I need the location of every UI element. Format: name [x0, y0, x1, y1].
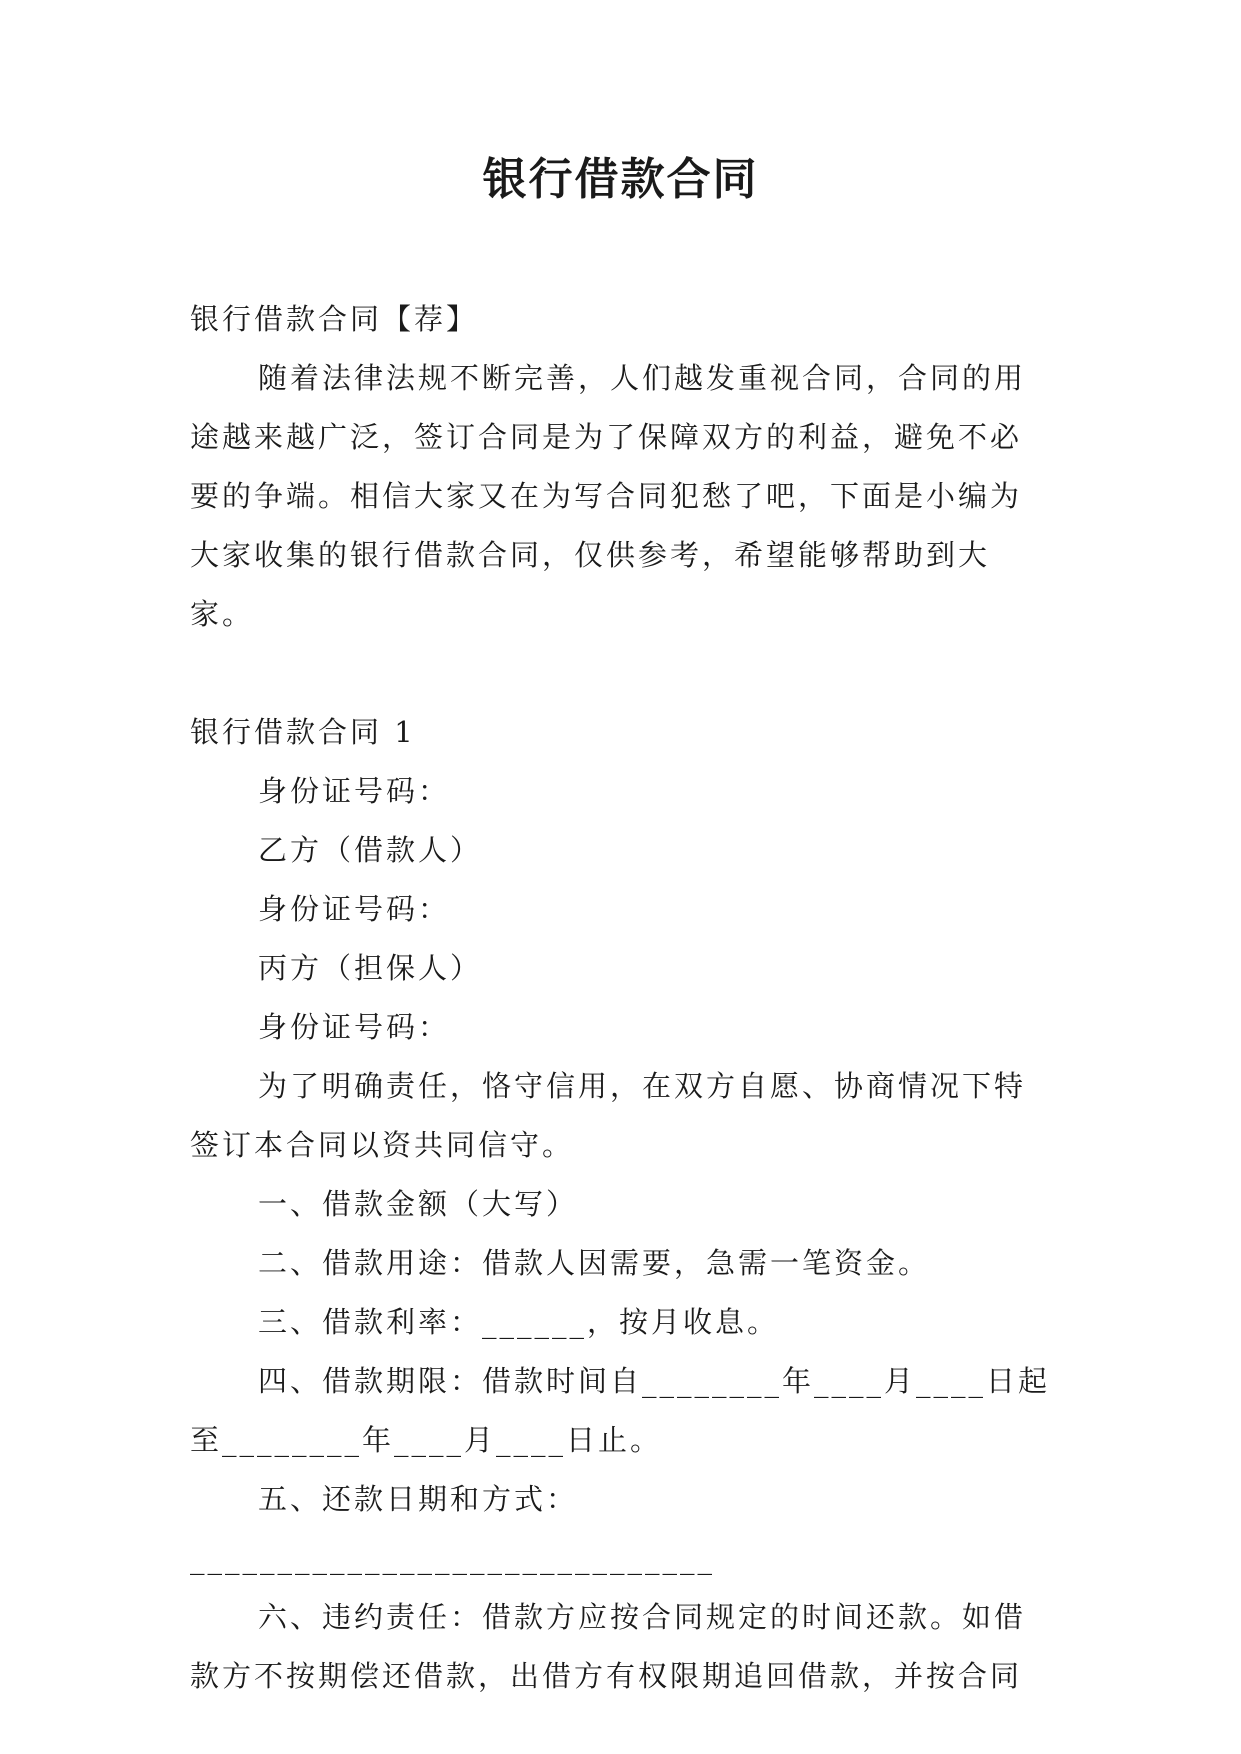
id-number-line-1: 身份证号码：	[258, 774, 451, 808]
clause-5: 五、还款日期和方式：______________________________	[190, 1482, 715, 1575]
clause-4: 四、借款期限：借款时间自________年____月____日起至________年____月____日止。	[190, 1364, 1051, 1457]
id-number-line-2: 身份证号码：	[258, 892, 451, 926]
id-number-line-3: 身份证号码：	[258, 1010, 451, 1044]
purpose-paragraph: 为了明确责任，恪守信用，在双方自愿、协商情况下特签订本合同以资共同信守。	[190, 1069, 1027, 1162]
clause-3: 三、借款利率：______，按月收息。	[258, 1305, 780, 1339]
clause-2: 二、借款用途：借款人因需要，急需一笔资金。	[258, 1246, 931, 1280]
party-b-line: 乙方（借款人）	[258, 833, 483, 867]
paragraph-gap	[190, 644, 1050, 703]
party-c-line: 丙方（担保人）	[258, 951, 483, 985]
document-body	[190, 290, 1050, 1706]
intro-paragraph: 随着法律法规不断完善，人们越发重视合同，合同的用途越来越广泛，签订合同是为了保障双方的利益，避免不必要的争端。相信大家又在为写合同犯愁了吧，下面是小编为大家收集的银行借款合同，仅供参考，希望能够帮助到大家。	[190, 361, 1027, 631]
document-title: 银行借款合同	[482, 154, 759, 205]
clause-6: 六、违约责任：借款方应按合同规定的时间还款。如借款方不按期偿还借款，出借方有权限期追回借款，并按合同	[190, 1600, 1027, 1693]
document-subtitle: 银行借款合同【荐】	[190, 302, 479, 336]
section-heading: 银行借款合同 1	[190, 715, 416, 749]
clause-1: 一、借款金额（大写）	[258, 1187, 579, 1221]
